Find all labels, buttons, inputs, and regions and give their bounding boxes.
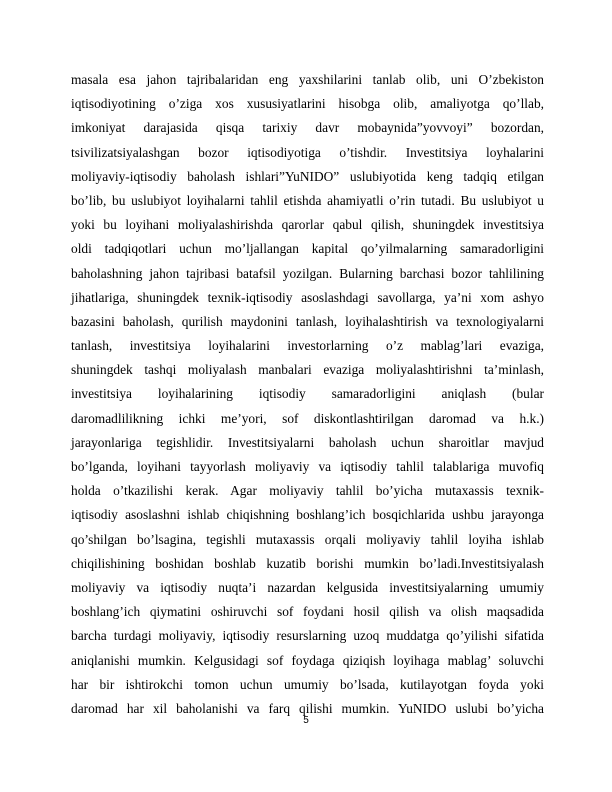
text-line: iqtisodiyotining o’ziga xos xususiyatlarini hisobga olib, amaliyotga qo’llab, <box>71 96 544 112</box>
text-line: barcha turdagi moliyaviy, iqtisodiy resurslarning uzoq muddatga qo’yilishi sifatida <box>71 628 544 644</box>
text-line: imkoniyat darajasida qisqa tarixiy davr mobaynida”yovvoyi” bozordan, <box>71 120 544 136</box>
text-line: bo’lganda, loyihani tayyorlash moliyaviy va iqtisodiy tahlil talablariga muvofiq <box>71 459 544 474</box>
body-text <box>71 68 544 721</box>
text-line: aniqlanishi mumkin. Kelgusidagi sof foydaga qiziqish loyihaga mablag’ soluvchi <box>71 652 544 668</box>
text-line: bo’lib, bu uslubiyot loyihalarni tahlil etishda ahamiyatli o’rin tutadi. Bu uslubiyot u <box>71 192 544 208</box>
text-line: baholashning jahon tajribasi batafsil yozilgan. Bularning barchasi bozor tahlilining <box>71 265 544 281</box>
page-number: 5 <box>303 715 309 726</box>
text-line: iqtisodiy asoslashni ishlab chiqishning boshlang’ich bosqichlarida ushbu jarayonga <box>71 507 544 523</box>
text-line: jihatlariga, shuningdek texnik-iqtisodiy asoslashdagi savollarga, ya’ni xom ashyo <box>71 289 544 305</box>
text-line: moliyaviy va iqtisodiy nuqta’i nazardan kelgusida investitsiyalarning umumiy <box>71 579 544 595</box>
text-line: investitsiya loyihalarining iqtisodiy samaradorligini aniqlash (bular <box>71 386 544 402</box>
text-line: tsivilizatsiyalashgan bozor iqtisodiyotiga o’tishdir. Investitsiya loyhalarini <box>71 144 544 160</box>
text-line: oldi tadqiqotlari uchun mo’ljallangan kapital qo’yilmalarning samaradorligini <box>71 241 544 257</box>
text-line: boshlang’ich qiymatini oshiruvchi sof foydani hosil qilish va olish maqsadida <box>71 604 544 620</box>
text-line: holda o’tkazilishi kerak. Agar moliyaviy tahlil bo’yicha mutaxassis texnik- <box>71 483 544 499</box>
text-line: yoki bu loyihani moliyalashirishda qarorlar qabul qilish, shuningdek investitsiya <box>71 217 544 233</box>
text-line: masala esa jahon tajribalaridan eng yaxshilarini tanlab olib, uni O’zbekiston <box>71 72 544 87</box>
text-line: chiqilishining boshidan boshlab kuzatib borishi mumkin bo’ladi.Investitsiyalash <box>71 555 544 571</box>
text-line: shuningdek tashqi moliyalash manbalari evaziga moliyalashtirishni ta’minlash, <box>71 362 544 378</box>
text-line: daromadlilikning ichki me’yori, sof diskontlashtirilgan daromad va h.k.) <box>71 410 544 426</box>
text-line: jarayonlariga tegishlidir. Investitsiyalarni baholash uchun sharoitlar mavjud <box>71 434 544 450</box>
text-line: har bir ishtirokchi tomon uchun umumiy bo’lsada, kutilayotgan foyda yoki <box>71 676 544 692</box>
text-line: moliyaviy-iqtisodiy baholash ishlari”YuNIDO” uslubiyotida keng tadqiq etilgan <box>71 168 544 184</box>
text-line: daromad har xil baholanishi va farq qilishi mumkin. YuNIDO uslubi bo’yicha <box>71 700 544 716</box>
text-line: qo’shilgan bo’lsagina, tegishli mutaxassis orqali moliyaviy tahlil loyiha ishlab <box>71 531 544 547</box>
text-line: bazasini baholash, qurilish maydonini tanlash, loyihalashtirish va texnologiyalarni <box>71 313 544 329</box>
text-line: tanlash, investitsiya loyihalarini investorlarning o’z mablag’lari evaziga, <box>71 338 544 354</box>
